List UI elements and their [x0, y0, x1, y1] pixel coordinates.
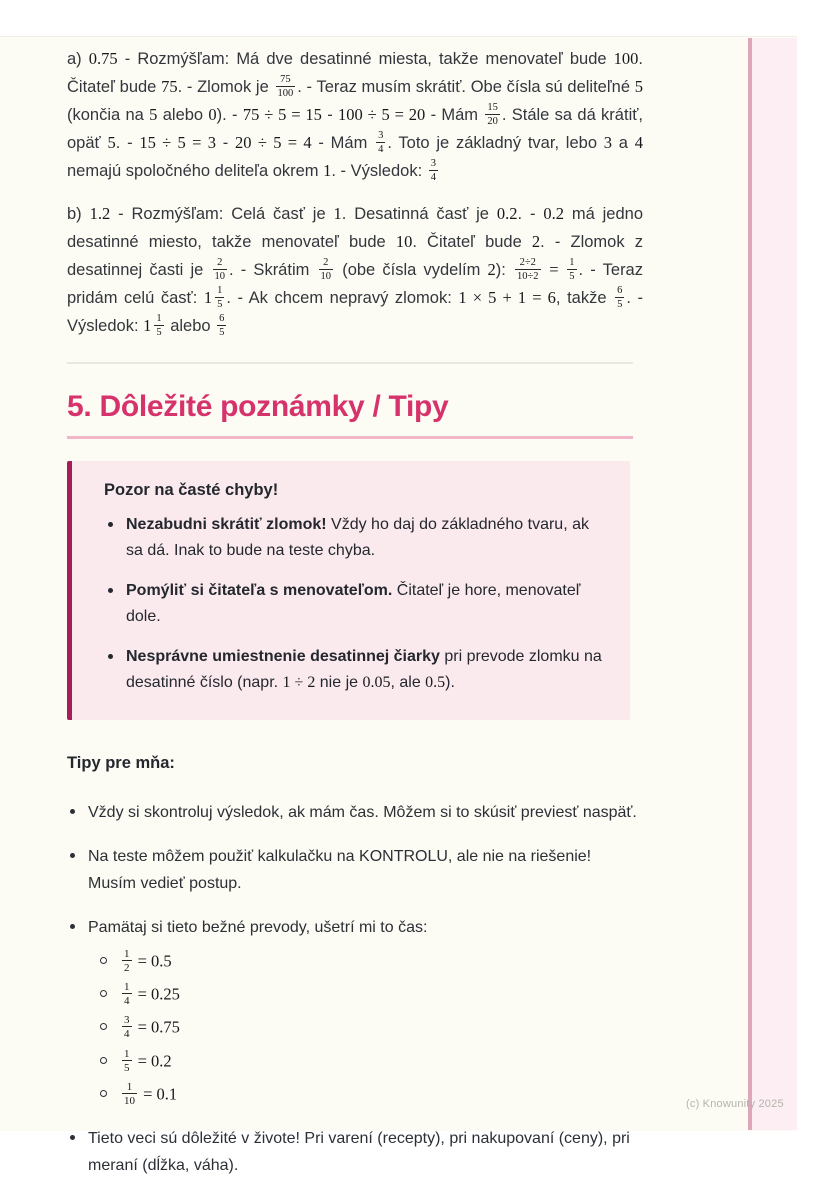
math-text: 0.05 — [362, 674, 391, 691]
fraction: $\frac{3}{4}$ — [430, 158, 437, 183]
math-text: = 0.1 — [139, 1084, 178, 1104]
math-text: = 0.5 — [133, 951, 172, 971]
conversion-item — [96, 1049, 643, 1075]
fraction: $\frac{75}{100}$ — [277, 74, 294, 99]
fraction: $\frac{15}{20}$ — [487, 102, 498, 127]
callout-title: Pozor na časté chyby! — [104, 481, 279, 499]
mixed-number-whole: 1 — [143, 316, 152, 335]
math-text: 1 × 5 + 1 = 6 — [458, 288, 556, 307]
math-text: 75 ÷ 5 = 15 — [242, 105, 322, 124]
tips-title: Tipy pre mňa: — [67, 754, 175, 772]
math-text: 1.2 — [89, 204, 111, 223]
solution-step-a: a) 0.75 - Rozmýšľam: Má dve desatinné miesta, takže menovateľ bude 100. Čitateľ bude 75. - Zlomok je $\frac{75}{100}$ . - Teraz musím skrátiť. Obe čísla sú deliteľné 5 (končia na 5 alebo 0). - 75 ÷ 5 = 15 - 100 ÷ 5 = 20 - Mám $\frac{15}{20}$ . Stále sa dá krátiť, opäť 5. - 15 ÷ 5 = 3 - 20 ÷ 5 = 4 - Mám $\frac{3}{4}$ . Toto je základný tvar, lebo 3 a 4 nemajú spoločného deliteľa okrem 1. - Výsledok: $\frac{3}{4}$ — [67, 49, 644, 183]
conversion-item — [96, 982, 643, 1008]
conversion-item — [96, 1082, 643, 1108]
document-content — [0, 37, 643, 1179]
math-text: 1 ÷ 2 — [282, 674, 316, 691]
tip-item: Vždy si skontroluj výsledok, ak mám čas. Môžem si to skúsiť previesť naspäť. — [67, 799, 643, 826]
fraction: $\frac{2}{10}$ — [214, 257, 226, 282]
warning-callout — [67, 461, 630, 720]
bold-text: Nezabudni skrátiť zlomok! — [126, 516, 327, 533]
section-title: 5. Dôležité poznámky / Tipy — [67, 390, 449, 423]
callout-list — [104, 512, 604, 696]
math-text: 0 — [208, 105, 217, 124]
fraction: $\frac{6}{5}$ — [617, 285, 623, 310]
fraction: $\frac{3}{4}$ — [378, 130, 384, 155]
math-text: = 0.2 — [133, 1051, 172, 1071]
tip-item: Na teste môžem použiť kalkulačku na KONTROLU, ale nie na riešenie! Musím vedieť postup. — [67, 843, 643, 897]
document-page — [0, 36, 797, 1174]
fraction: $\frac{2}{10}$ — [320, 257, 332, 282]
watermark: (c) Knowunity 2025 — [686, 1098, 784, 1110]
fraction: $\frac{1}{10}$ — [124, 1080, 135, 1107]
math-text: 0.2 — [496, 204, 518, 223]
math-text: 20 ÷ 5 = 4 — [235, 133, 312, 152]
math-text: = 0.75 — [133, 1017, 180, 1037]
bold-text: Nesprávne umiestnenie desatinnej čiarky — [126, 648, 440, 665]
math-text: 3 — [603, 133, 613, 152]
fraction: $\frac{6}{5}$ — [219, 313, 225, 338]
fraction: $\frac{1}{5}$ — [124, 1047, 130, 1074]
math-text: = 0.25 — [133, 984, 180, 1004]
bold-text: Pomýliť si čitateľa s menovateľom. — [126, 582, 393, 599]
conversion-list — [96, 949, 643, 1108]
math-text: 5 — [634, 77, 643, 96]
math-text: 2 — [487, 260, 496, 279]
fraction: $\frac{1}{5}$ — [156, 313, 162, 338]
math-text: 100 — [613, 49, 639, 68]
math-text: 0.2 — [543, 204, 564, 223]
math-text: 75 — [161, 77, 178, 96]
math-text: 5 — [149, 105, 158, 124]
solution-step-b: b) 1.2 - Rozmýšľam: Celá časť je 1. Desatinná časť je 0.2. - 0.2 má jedno desatinné miesto, takže menovateľ bude 10. Čitateľ bude 2. - Zlomok z desatinnej časti je $\frac{2}{10}$ . - Skrátim $\frac{2}{10}$ (obe čísla vydelím 2): $\frac{2\div 2}{10\div 2}$ = $\frac{1}{5}$ . - Teraz pridám celú časť: 1 $\frac{1}{5}$ . - Ak chcem nepravý zlomok: 1 × 5 + 1 = 6, takže $\frac{6}{5}$ . - Výsledok: 1 $\frac{1}{5}$ alebo $\frac{6}{5}$ — [67, 204, 644, 338]
math-text: 10 — [395, 232, 413, 251]
math-text: 2 — [531, 232, 541, 251]
math-text: = — [542, 260, 566, 279]
fraction: $\frac{1}{4}$ — [124, 981, 130, 1008]
math-text: 15 ÷ 5 = 3 — [139, 133, 216, 152]
math-text: 0.5 — [425, 674, 446, 691]
callout-item: Pomýliť si čitateľa s menovateľom. Čitateľ je hore, menovateľ dole. — [104, 578, 604, 630]
conversion-item — [96, 1015, 643, 1041]
tips-list — [67, 799, 643, 1179]
math-text: 1 — [333, 204, 342, 223]
callout-item: Nesprávne umiestnenie desatinnej čiarky pri prevode zlomku na desatinné číslo (napr. 1 ÷ 2 nie je 0.05, ale 0.5). — [104, 644, 604, 696]
math-text: 100 ÷ 5 = 20 — [338, 105, 426, 124]
page-edge-panel — [748, 38, 797, 1130]
math-text: 4 — [634, 133, 643, 152]
math-text: 0.75 — [88, 49, 118, 68]
section-title-underline — [67, 436, 633, 439]
conversion-item — [96, 949, 643, 975]
tip-item-text: Pamätaj si tieto bežné prevody, ušetrí mi to čas: — [88, 919, 428, 936]
tip-item: Tieto veci sú dôležité v živote! Pri varení (recepty), pri nakupovaní (ceny), pri meraní (dĺžka, váha). — [67, 1125, 643, 1179]
fraction: $\frac{1}{5}$ — [217, 285, 223, 310]
math-text: 5 — [107, 133, 116, 152]
fraction: $\frac{2\div 2}{10\div 2}$ — [517, 257, 539, 282]
section-divider — [67, 362, 633, 364]
math-text: 1 — [323, 161, 332, 180]
fraction: $\frac{1}{5}$ — [569, 257, 575, 282]
callout-item: Nezabudni skrátiť zlomok! Vždy ho daj do základného tvaru, ak sa dá. Inak to bude na teste chyba. — [104, 512, 604, 564]
fraction: $\frac{3}{4}$ — [124, 1014, 130, 1041]
tip-item — [67, 914, 643, 1108]
fraction: $\frac{1}{2}$ — [124, 948, 130, 975]
mixed-number-whole: 1 — [203, 288, 213, 307]
